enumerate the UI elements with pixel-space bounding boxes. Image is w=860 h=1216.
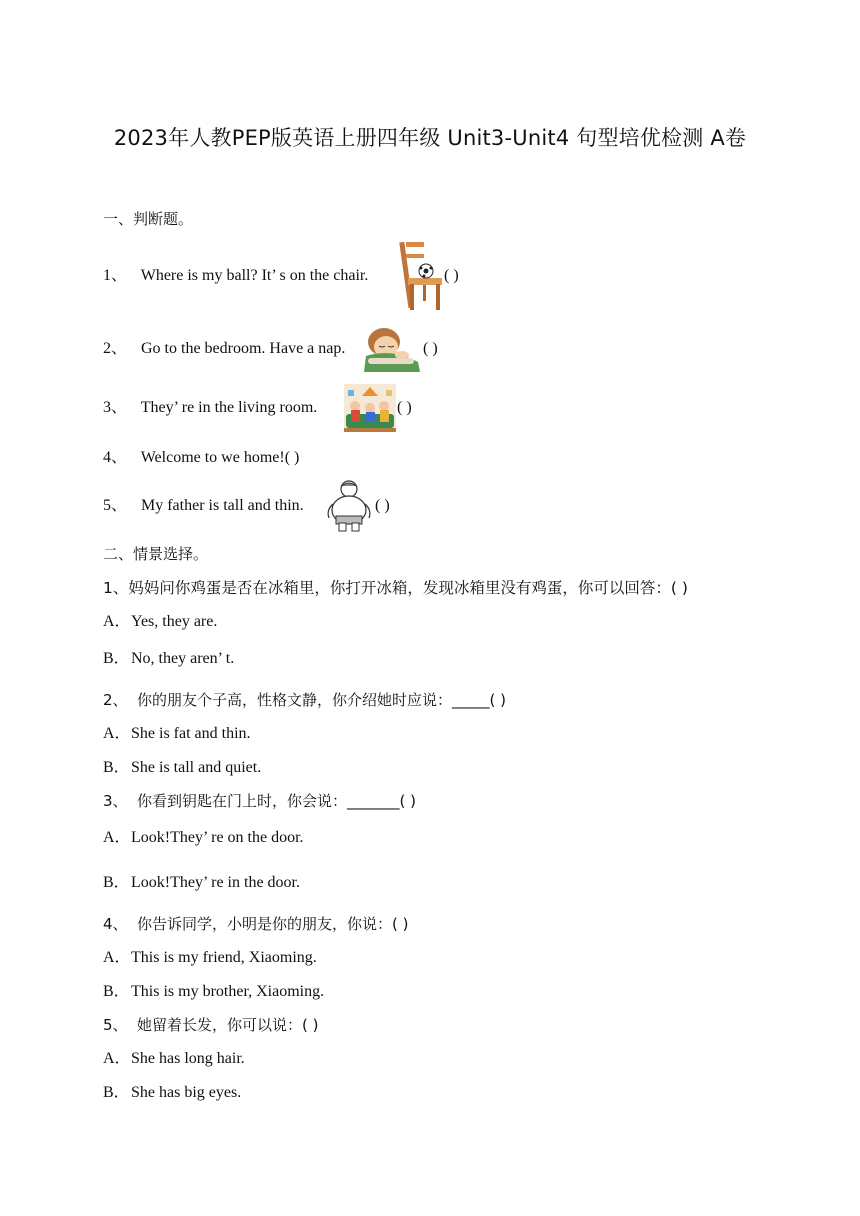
option-text: She has long hair. <box>131 1050 245 1067</box>
option-text: Look!They’ re on the door. <box>131 829 304 846</box>
question-stem: 你的朋友个子高，性格文静，你介绍她时应说：_____( ) <box>137 691 506 709</box>
option-a[interactable] <box>103 1049 245 1069</box>
option-letter: A． <box>103 949 131 966</box>
option-letter: A． <box>103 829 131 846</box>
answer-paren[interactable]: ( ) <box>284 449 300 466</box>
question-number: 1、 <box>103 579 129 597</box>
item-number: 5、 <box>103 497 128 514</box>
question-number: 3、 <box>103 792 128 810</box>
question-number: 5、 <box>103 1016 128 1034</box>
judge-item-5 <box>103 496 304 516</box>
question-stem: 你看到钥匙在门上时，你会说：_______( ) <box>137 792 416 810</box>
item-number: 3、 <box>103 399 128 416</box>
choice-question-2 <box>103 690 506 710</box>
option-b[interactable] <box>103 649 234 669</box>
question-number: 4、 <box>103 915 128 933</box>
item-number: 2、 <box>103 340 128 357</box>
question-stem: 妈妈问你鸡蛋是否在冰箱里，你打开冰箱，发现冰箱里没有鸡蛋，你可以回答：( ) <box>128 579 688 597</box>
option-a[interactable] <box>103 724 251 744</box>
choice-question-3 <box>103 791 416 811</box>
option-letter: A． <box>103 725 131 742</box>
section1-heading: 一、判断题。 <box>103 210 194 228</box>
item-text: My father is tall and thin. <box>141 497 304 514</box>
answer-paren[interactable]: ( ) <box>444 267 459 284</box>
choice-question-4 <box>103 914 408 934</box>
option-a[interactable] <box>103 948 317 968</box>
answer-paren[interactable]: ( ) <box>397 399 412 416</box>
judge-item-4 <box>103 448 299 468</box>
option-a[interactable] <box>103 828 304 848</box>
judge-item-3 <box>103 398 317 418</box>
option-letter: A． <box>103 613 131 630</box>
item-text: Where is my ball? It’ s on the chair. <box>140 267 369 284</box>
choice-question-1 <box>103 578 688 598</box>
judge-item-1 <box>103 266 368 286</box>
item-number: 1、 <box>103 267 128 284</box>
option-text: This is my friend, Xiaoming. <box>131 949 317 966</box>
option-text: Look!They’ re in the door. <box>131 874 300 891</box>
option-a[interactable] <box>103 612 217 632</box>
sleeping-boy-icon <box>360 322 422 372</box>
option-letter: B． <box>103 650 130 667</box>
question-number: 2、 <box>103 691 128 709</box>
item-text: Go to the bedroom. Have a nap. <box>141 340 346 357</box>
option-letter: B． <box>103 874 130 891</box>
question-stem: 你告诉同学，小明是你的朋友，你说：( ) <box>137 915 409 933</box>
option-text: This is my brother, Xiaoming. <box>131 983 325 1000</box>
option-letter: B． <box>103 759 130 776</box>
fat-man-icon <box>324 478 374 532</box>
item-number: 4、 <box>103 449 128 466</box>
judge-item-2 <box>103 339 345 359</box>
page-title: 2023年人教PEP版英语上册四年级 Unit3-Unit4 句型培优检测 A卷 <box>113 126 747 150</box>
option-text: She is tall and quiet. <box>131 759 262 776</box>
answer-paren[interactable]: ( ) <box>423 340 438 357</box>
option-text: She has big eyes. <box>131 1084 242 1101</box>
item-text: They’ re in the living room. <box>140 399 318 416</box>
option-text: Yes, they are. <box>131 613 218 630</box>
option-letter: A． <box>103 1050 131 1067</box>
option-b[interactable] <box>103 758 261 778</box>
option-text: She is fat and thin. <box>131 725 251 742</box>
option-letter: B． <box>103 1084 130 1101</box>
option-b[interactable] <box>103 1083 241 1103</box>
question-stem: 她留着长发，你可以说：( ) <box>137 1016 319 1034</box>
choice-question-5 <box>103 1015 318 1035</box>
option-b[interactable] <box>103 873 300 893</box>
item-text: Welcome to we home! <box>140 449 285 466</box>
chair-with-ball-icon <box>396 238 448 312</box>
family-living-room-icon <box>344 384 396 432</box>
answer-paren[interactable]: ( ) <box>375 497 390 514</box>
option-text: No, they aren’ t. <box>131 650 235 667</box>
option-letter: B． <box>103 983 130 1000</box>
section2-heading: 二、情景选择。 <box>103 545 209 563</box>
option-b[interactable] <box>103 982 324 1002</box>
